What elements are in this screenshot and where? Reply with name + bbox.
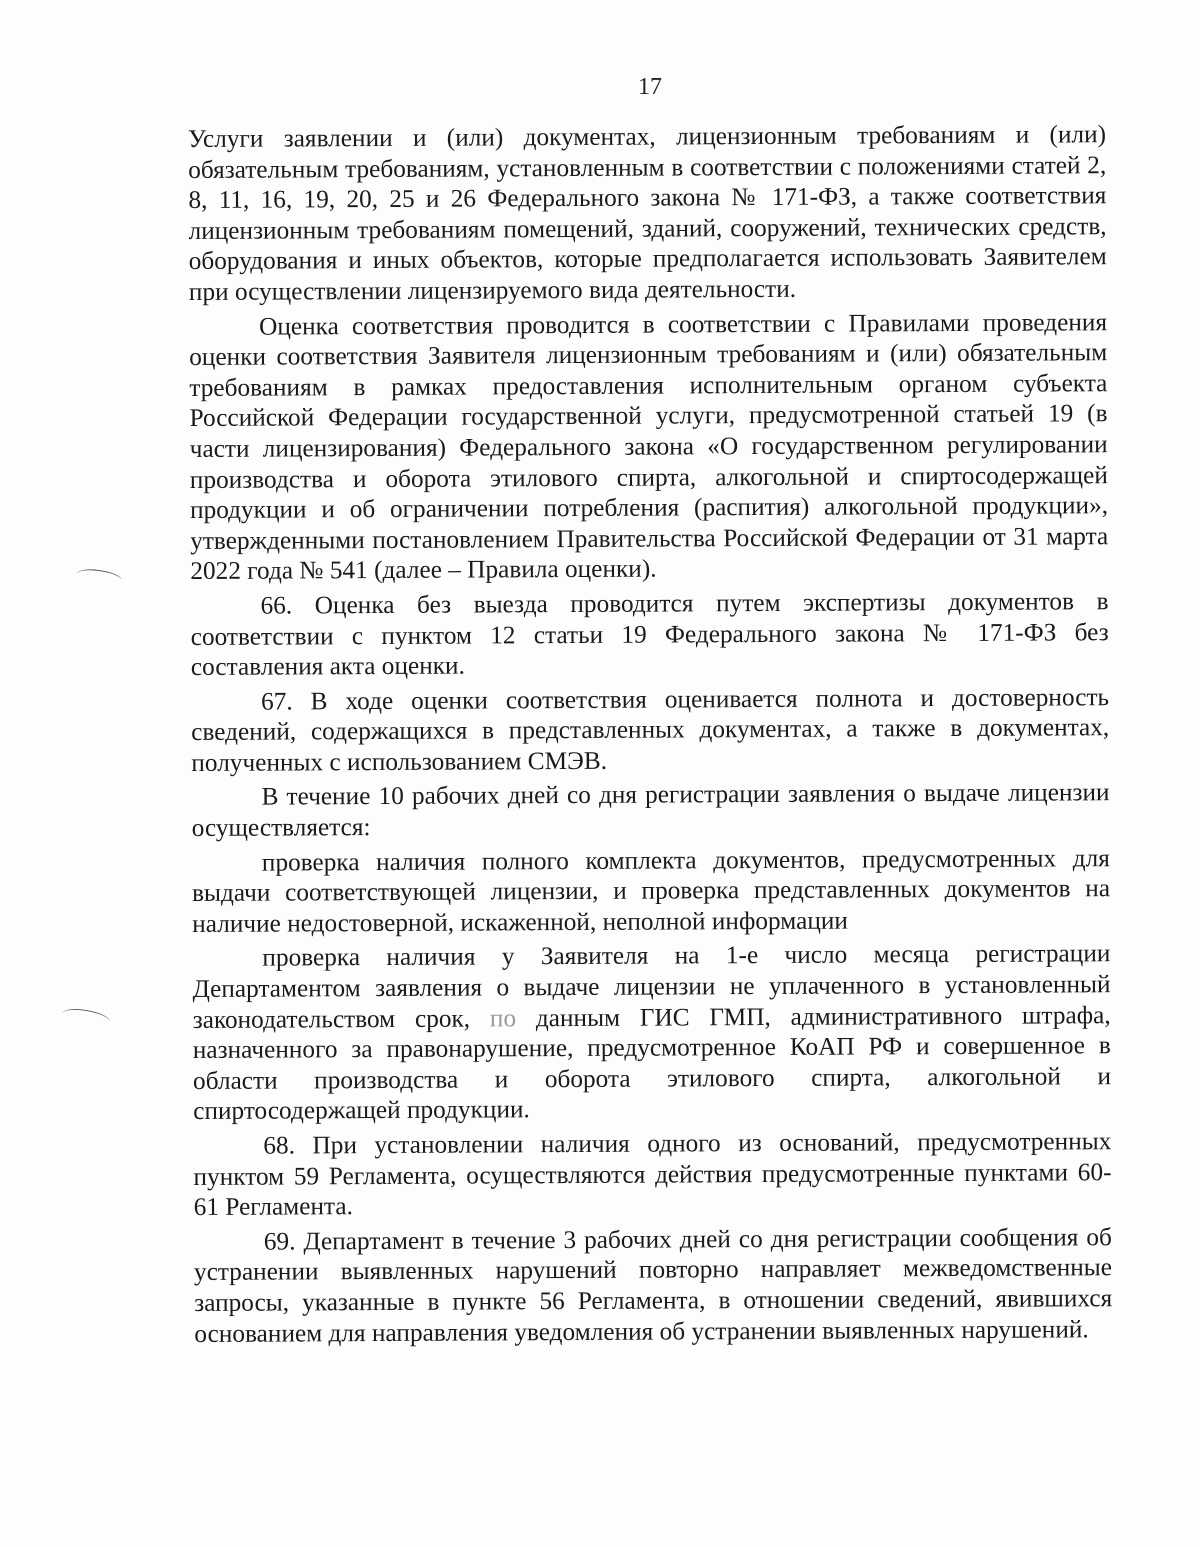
paragraph-10-days: В течение 10 рабочих дней со дня регистрации заявления о выдаче лицензии осуществляется:: [191, 778, 1110, 843]
paragraph-check-fine: [192, 939, 1111, 1127]
paragraph-continuation: Услуги заявлении и (или) документах, лицензионным требованиям и (или) обязательным требованиям, установленным в соответствии с положениями статей 2, 8, 11, 16, 19, 20, 25 и 26 Федерального закона № 171-ФЗ, а также соответствия лицензионным требованиям помещений, зданий, сооружений, технических средств, оборудования и иных объектов, которые предполагается использовать Заявителем при осуществлении лицензируемого вида деятельности.: [188, 120, 1107, 306]
paragraph-assessment-rules: Оценка соответствия проводится в соответствии с Правилами проведения оценки соответствия Заявителя лицензионным требованиям и (или) обязательным требованиям в рамках предоставления исполнительным органом субъекта Российской Федерации государственной услуги, предусмотренной статьей 19 (в части лицензирования) Федерального закона «О государственном регулировании производства и оборота этилового спирта, алкогольной и спиртосодержащей продукции и об ограничении потребления (распития) алкогольной продукции», утвержденными постановлением Правительства Российской Федерации от 31 марта 2022 года № 541 (далее – Правила оценки).: [189, 307, 1109, 586]
check-fine-text-end: данным ГИС ГМП, административного штрафа, назначенного за правонарушение, предусмотренное КоАП РФ и совершенное в области производства и оборота этилового спирта, алкогольной и спиртосодержащей продукции.: [192, 1000, 1112, 1126]
paragraph-68: 68. При установлении наличия одного из оснований, предусмотренных пунктом 59 Регламента, осуществляются действия предусмотренные пунктами 60-61 Регламента.: [193, 1127, 1112, 1222]
page-number: 17: [638, 74, 662, 100]
paragraph-67: 67. В ходе оценки соответствия оценивается полнота и достоверность сведений, содержащихся в представленных документах, а также в документах, полученных с использованием СМЭВ.: [191, 682, 1110, 777]
scan-margin-mark: [75, 567, 123, 588]
paragraph-check-documents: проверка наличия полного комплекта документов, предусмотренных для выдачи соответствующей лицензии, и проверка представленных документов на наличие недостоверной, искаженной, неполной информации: [191, 843, 1111, 938]
paragraph-69: 69. Департамент в течение 3 рабочих дней со дня регистрации сообщения об устранении выявленных нарушений повторно направляет межведомственные запросы, указанные в пункте 56 Регламента, в отношении сведений, явившихся основанием для направления уведомления об устранении выявленных нарушений.: [193, 1222, 1113, 1348]
check-fine-text-start: проверка наличия у Заявителя на 1-е число месяца регистрации Департаментом заявления о выдаче лицензии не уплаченного в установленный законодательством срок,: [192, 939, 1111, 1034]
paragraph-66: 66. Оценка без выезда проводится путем экспертизы документов в соответствии с пунктом 12 статьи 19 Федерального закона № 171-ФЗ без составления акта оценки.: [190, 587, 1109, 682]
check-fine-faint-word: по: [489, 1003, 517, 1033]
document-body: [188, 119, 1112, 1353]
scan-margin-mark: [61, 1006, 111, 1029]
